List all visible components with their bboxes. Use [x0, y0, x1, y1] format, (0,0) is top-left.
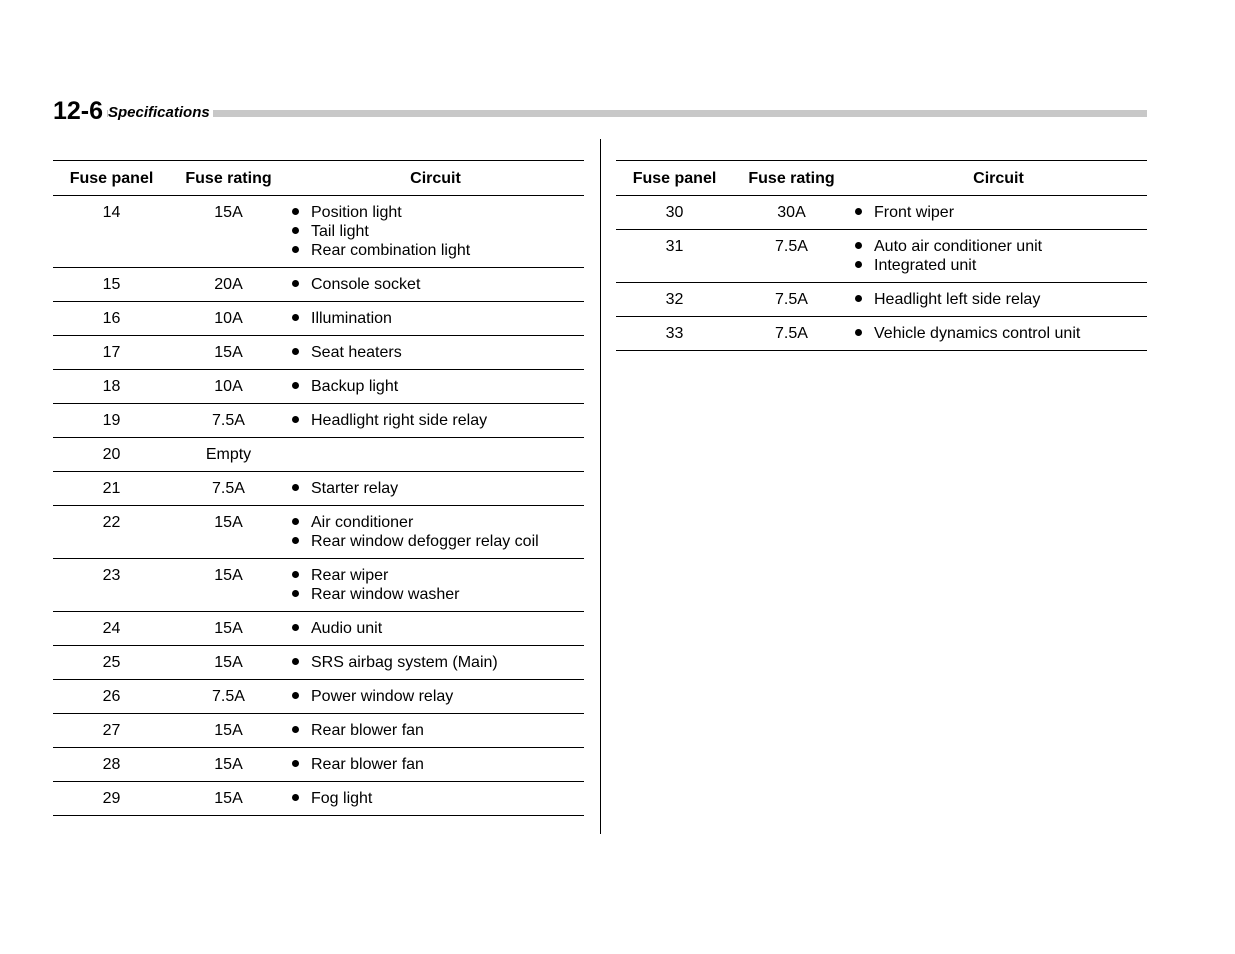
circuit-list-cell	[850, 230, 1147, 283]
circuit-item: Headlight left side relay	[850, 290, 1147, 309]
fuse-rating: 7.5A	[733, 317, 850, 351]
fuse-panel-number: 23	[53, 559, 170, 612]
fuse-panel-number: 29	[53, 782, 170, 816]
circuit-list	[287, 789, 584, 808]
table-row	[53, 302, 584, 336]
circuit-list	[287, 377, 584, 396]
circuit-list-cell	[287, 748, 584, 782]
section-title: Specifications	[108, 104, 213, 122]
circuit-list-cell	[287, 404, 584, 438]
fuse-panel-number: 31	[616, 230, 733, 283]
circuit-item: Backup light	[287, 377, 584, 396]
circuit-item: Rear blower fan	[287, 721, 584, 740]
table-row	[53, 680, 584, 714]
fuse-panel-number: 24	[53, 612, 170, 646]
fuse-panel-number: 32	[616, 283, 733, 317]
circuit-item: Illumination	[287, 309, 584, 328]
circuit-item: Rear blower fan	[287, 755, 584, 774]
table-header-row	[616, 161, 1147, 196]
table-row	[53, 782, 584, 816]
fuse-rating: 15A	[170, 748, 287, 782]
table-row	[53, 748, 584, 782]
circuit-list	[287, 411, 584, 430]
fuse-panel-number: 19	[53, 404, 170, 438]
circuit-list-cell	[287, 370, 584, 404]
table-row	[53, 472, 584, 506]
fuse-table-right	[616, 160, 1147, 351]
circuit-list-cell	[287, 680, 584, 714]
fuse-rating: 15A	[170, 559, 287, 612]
circuit-item: Front wiper	[850, 203, 1147, 222]
fuse-panel-number: 16	[53, 302, 170, 336]
circuit-list-cell	[287, 268, 584, 302]
circuit-item: Integrated unit	[850, 256, 1147, 275]
fuse-panel-number: 18	[53, 370, 170, 404]
fuse-rating: 15A	[170, 714, 287, 748]
fuse-rating: 10A	[170, 370, 287, 404]
circuit-item: Vehicle dynamics control unit	[850, 324, 1147, 343]
circuit-item: SRS airbag system (Main)	[287, 653, 584, 672]
header-fuse-panel: Fuse panel	[616, 161, 733, 196]
table-row	[53, 404, 584, 438]
circuit-list	[287, 619, 584, 638]
fuse-rating: 20A	[170, 268, 287, 302]
circuit-list-cell	[287, 472, 584, 506]
table-row	[616, 317, 1147, 351]
fuse-rating: Empty	[170, 438, 287, 472]
fuse-rating: 15A	[170, 646, 287, 680]
circuit-list-cell	[287, 302, 584, 336]
circuit-list	[850, 237, 1147, 275]
circuit-list-cell	[850, 317, 1147, 351]
circuit-item: Air conditioner	[287, 513, 584, 532]
fuse-panel-number: 25	[53, 646, 170, 680]
fuse-rating: 15A	[170, 782, 287, 816]
circuit-list	[287, 445, 584, 464]
circuit-item: Starter relay	[287, 479, 584, 498]
header-fuse-panel: Fuse panel	[53, 161, 170, 196]
circuit-item: Console socket	[287, 275, 584, 294]
fuse-rating: 10A	[170, 302, 287, 336]
circuit-list-cell	[850, 283, 1147, 317]
fuse-rating: 30A	[733, 196, 850, 230]
fuse-rating: 7.5A	[733, 230, 850, 283]
circuit-item: Rear wiper	[287, 566, 584, 585]
circuit-list-cell	[287, 559, 584, 612]
circuit-list-cell	[287, 196, 584, 268]
table-row	[616, 196, 1147, 230]
circuit-item: Tail light	[287, 222, 584, 241]
header-circuit: Circuit	[287, 161, 584, 196]
circuit-list	[287, 721, 584, 740]
circuit-list-cell	[287, 612, 584, 646]
circuit-list	[287, 309, 584, 328]
circuit-list	[287, 203, 584, 260]
circuit-item: Seat heaters	[287, 343, 584, 362]
fuse-panel-number: 33	[616, 317, 733, 351]
circuit-list	[287, 687, 584, 706]
circuit-list	[287, 479, 584, 498]
fuse-panel-number: 15	[53, 268, 170, 302]
circuit-list	[287, 513, 584, 551]
circuit-list	[850, 290, 1147, 309]
fuse-panel-number: 21	[53, 472, 170, 506]
fuse-panel-number: 27	[53, 714, 170, 748]
fuse-rating: 7.5A	[170, 404, 287, 438]
fuse-panel-number: 14	[53, 196, 170, 268]
header-circuit: Circuit	[850, 161, 1147, 196]
circuit-list-cell	[287, 714, 584, 748]
table-row	[53, 196, 584, 268]
circuit-list	[287, 755, 584, 774]
header-fuse-rating: Fuse rating	[733, 161, 850, 196]
fuse-rating: 7.5A	[733, 283, 850, 317]
circuit-list	[287, 275, 584, 294]
fuse-table-left	[53, 160, 584, 816]
header-fuse-rating: Fuse rating	[170, 161, 287, 196]
fuse-panel-number: 30	[616, 196, 733, 230]
fuse-rating: 15A	[170, 196, 287, 268]
table-row	[53, 336, 584, 370]
circuit-list	[850, 203, 1147, 222]
circuit-item: Headlight right side relay	[287, 411, 584, 430]
fuse-panel-number: 20	[53, 438, 170, 472]
circuit-item: Rear combination light	[287, 241, 584, 260]
table-row	[53, 612, 584, 646]
table-row	[53, 646, 584, 680]
table-row	[53, 370, 584, 404]
fuse-rating: 7.5A	[170, 472, 287, 506]
circuit-item: Position light	[287, 203, 584, 222]
fuse-panel-number: 28	[53, 748, 170, 782]
column-divider	[600, 139, 601, 834]
fuse-rating: 7.5A	[170, 680, 287, 714]
page-number: 12-6	[53, 96, 107, 126]
circuit-list	[287, 653, 584, 672]
circuit-item: Auto air conditioner unit	[850, 237, 1147, 256]
circuit-item: Rear window washer	[287, 585, 584, 604]
circuit-list	[850, 324, 1147, 343]
fuse-panel-number: 26	[53, 680, 170, 714]
fuse-panel-number: 17	[53, 336, 170, 370]
table-row	[53, 268, 584, 302]
fuse-panel-number: 22	[53, 506, 170, 559]
table-row	[53, 714, 584, 748]
table-header-row	[53, 161, 584, 196]
circuit-list	[287, 566, 584, 604]
circuit-item: Fog light	[287, 789, 584, 808]
circuit-item: Rear window defogger relay coil	[287, 532, 584, 551]
circuit-list-cell	[850, 196, 1147, 230]
circuit-item: Audio unit	[287, 619, 584, 638]
table-row	[53, 506, 584, 559]
circuit-list-cell	[287, 506, 584, 559]
circuit-item: Power window relay	[287, 687, 584, 706]
table-row	[616, 230, 1147, 283]
fuse-rating: 15A	[170, 336, 287, 370]
table-row	[53, 559, 584, 612]
table-row	[616, 283, 1147, 317]
circuit-list-cell	[287, 438, 584, 472]
circuit-list-cell	[287, 646, 584, 680]
circuit-list-cell	[287, 782, 584, 816]
table-row	[53, 438, 584, 472]
fuse-rating: 15A	[170, 612, 287, 646]
fuse-rating: 15A	[170, 506, 287, 559]
circuit-list-cell	[287, 336, 584, 370]
header-rule	[53, 110, 1147, 117]
circuit-list	[287, 343, 584, 362]
page-header	[53, 96, 1147, 126]
